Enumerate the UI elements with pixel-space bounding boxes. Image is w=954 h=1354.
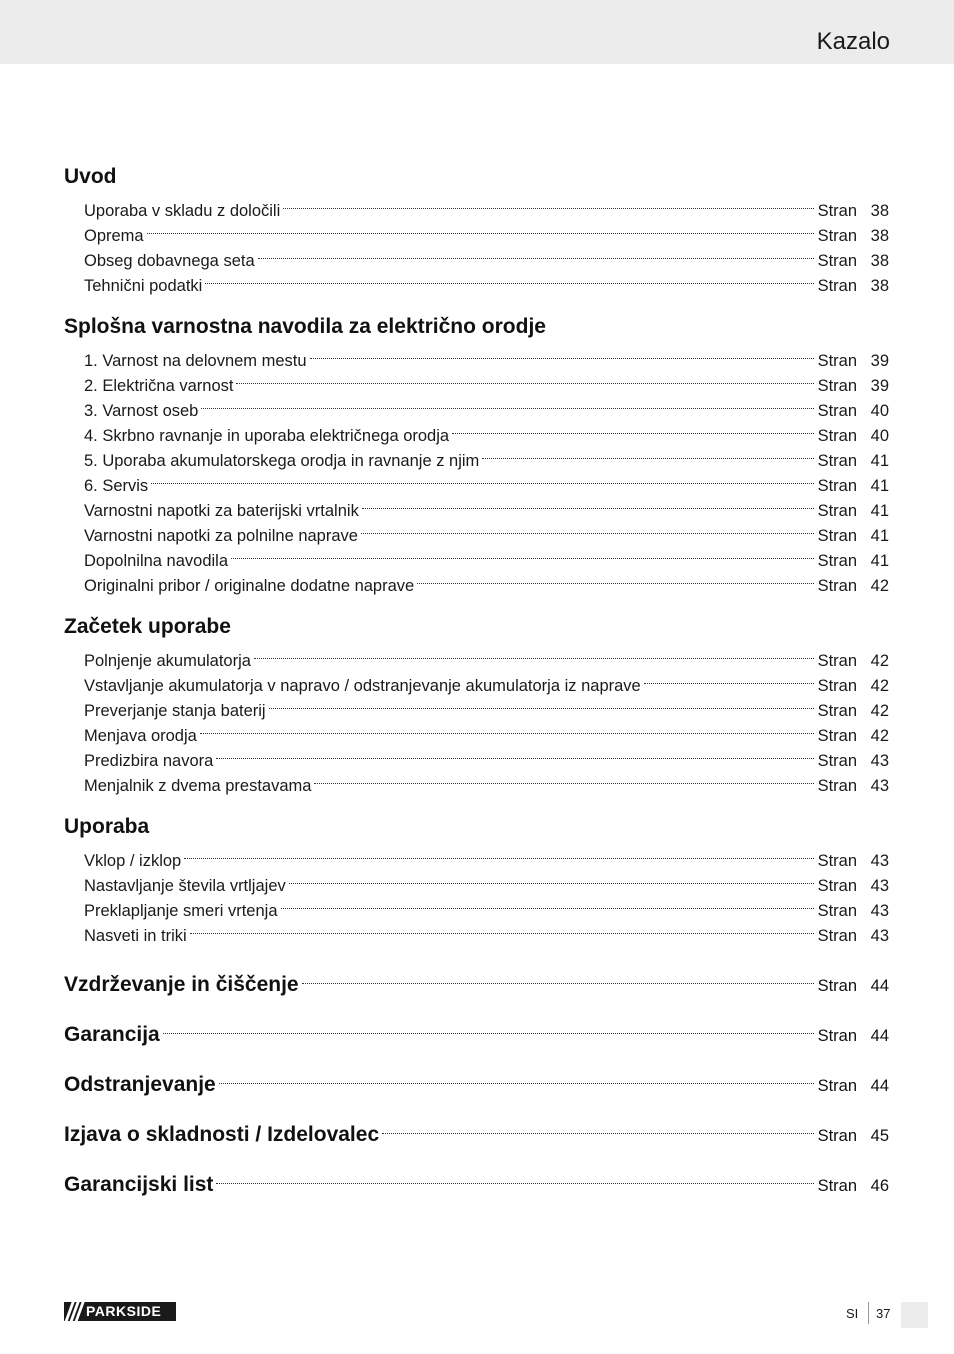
section-title: Začetek uporabe bbox=[64, 615, 231, 638]
toc-entry-label: Uporaba v skladu z določili bbox=[84, 202, 281, 220]
toc-main-entry-label: Vzdrževanje in čiščenje bbox=[64, 973, 299, 996]
toc-leader-dots bbox=[258, 241, 814, 266]
logo-text: PARKSIDE bbox=[86, 1303, 162, 1319]
toc-main-entry[interactable] bbox=[64, 963, 889, 996]
toc-page-prefix: Stran bbox=[817, 402, 857, 420]
toc-leader-dots bbox=[163, 1013, 814, 1041]
toc-section bbox=[64, 163, 889, 295]
toc-leader-dots bbox=[362, 491, 814, 516]
toc-leader-dots bbox=[201, 391, 813, 416]
toc-main-entry[interactable] bbox=[64, 1013, 889, 1046]
toc-leader-dots bbox=[283, 191, 813, 216]
toc-entry-label: Originalni pribor / originalne dodatne naprave bbox=[84, 577, 415, 595]
toc-entry[interactable] bbox=[64, 641, 889, 670]
toc-page-number: 39 bbox=[870, 352, 889, 370]
toc-page-prefix: Stran bbox=[817, 552, 857, 570]
toc-page-prefix: Stran bbox=[817, 427, 857, 445]
toc-page-number: 42 bbox=[870, 702, 889, 720]
toc-page-number: 43 bbox=[870, 777, 889, 795]
toc-page-prefix: Stran bbox=[817, 1177, 857, 1195]
toc-entry[interactable] bbox=[64, 841, 889, 870]
toc-leader-dots bbox=[644, 666, 814, 691]
toc-leader-dots bbox=[231, 541, 814, 566]
toc-leader-dots bbox=[361, 516, 814, 541]
section-gap bbox=[64, 1041, 889, 1063]
toc-page-number: 42 bbox=[870, 652, 889, 670]
toc-page-number: 39 bbox=[870, 377, 889, 395]
toc-entry-label: Predizbira navora bbox=[84, 752, 214, 770]
footer-divider bbox=[868, 1302, 869, 1324]
toc-page-number: 40 bbox=[870, 402, 889, 420]
section-title: Uvod bbox=[64, 165, 117, 188]
toc-page-prefix: Stran bbox=[817, 752, 857, 770]
footer-page-number: 37 bbox=[876, 1306, 891, 1321]
toc-entry-label: Tehnični podatki bbox=[84, 277, 203, 295]
toc-entry-label: Polnjenje akumulatorja bbox=[84, 652, 251, 670]
toc-entry[interactable] bbox=[64, 216, 889, 245]
toc-main-entry-label: Odstranjevanje bbox=[64, 1073, 216, 1096]
toc-page-number: 40 bbox=[870, 427, 889, 445]
toc-leader-dots bbox=[314, 766, 813, 791]
toc-page-number: 44 bbox=[870, 977, 889, 995]
toc-page-number: 44 bbox=[870, 1077, 889, 1095]
toc-entry-label: Nasveti in triki bbox=[84, 927, 187, 945]
logo-stripes-icon bbox=[64, 1302, 86, 1321]
toc-entry-label: Obseg dobavnega seta bbox=[84, 252, 255, 270]
toc-leader-dots bbox=[289, 866, 814, 891]
toc-leader-dots bbox=[482, 441, 813, 466]
toc-entry[interactable] bbox=[64, 491, 889, 520]
toc-page-prefix: Stran bbox=[817, 927, 857, 945]
toc-leader-dots bbox=[216, 741, 813, 766]
toc-entry[interactable] bbox=[64, 866, 889, 895]
toc-page-prefix: Stran bbox=[817, 1027, 857, 1045]
toc-entry-label: Varnostni napotki za polnilne naprave bbox=[84, 527, 358, 545]
toc-leader-dots bbox=[281, 891, 814, 916]
toc-page-prefix: Stran bbox=[817, 652, 857, 670]
toc-main-entry-label: Garancija bbox=[64, 1023, 160, 1046]
toc-page-prefix: Stran bbox=[817, 877, 857, 895]
toc-page-prefix: Stran bbox=[817, 1077, 857, 1095]
toc-entry-label: Vklop / izklop bbox=[84, 852, 182, 870]
toc-page-number: 43 bbox=[870, 852, 889, 870]
toc-section bbox=[64, 613, 889, 795]
toc-entry-label: 6. Servis bbox=[84, 477, 149, 495]
toc-entry-label: 2. Električna varnost bbox=[84, 377, 234, 395]
toc-page-prefix: Stran bbox=[817, 227, 857, 245]
toc-leader-dots bbox=[236, 366, 813, 391]
toc-page-number: 38 bbox=[870, 227, 889, 245]
toc-section bbox=[64, 813, 889, 945]
toc-page-number: 42 bbox=[870, 727, 889, 745]
toc-entry-label: Preverjanje stanja baterij bbox=[84, 702, 266, 720]
toc-page-number: 38 bbox=[870, 277, 889, 295]
toc-entry-label: Varnostni napotki za baterijski vrtalnik bbox=[84, 502, 359, 520]
toc-page-number: 42 bbox=[870, 577, 889, 595]
footer-language: SI bbox=[846, 1306, 859, 1321]
toc-page-prefix: Stran bbox=[817, 202, 857, 220]
toc-page-prefix: Stran bbox=[817, 977, 857, 995]
toc-entry-label: 1. Varnost na delovnem mestu bbox=[84, 352, 307, 370]
toc-page-prefix: Stran bbox=[817, 577, 857, 595]
toc-page-number: 43 bbox=[870, 877, 889, 895]
toc-page-number: 41 bbox=[870, 527, 889, 545]
toc-leader-dots bbox=[310, 341, 814, 366]
section-gap bbox=[64, 941, 889, 963]
toc-entry-label: Oprema bbox=[84, 227, 144, 245]
toc-page-number: 45 bbox=[870, 1127, 889, 1145]
toc-main-entry-label: Garancijski list bbox=[64, 1173, 214, 1196]
toc-main-entry[interactable] bbox=[64, 1163, 889, 1196]
toc-page-number: 38 bbox=[870, 252, 889, 270]
toc-page-number: 41 bbox=[870, 552, 889, 570]
toc-page-number: 41 bbox=[870, 452, 889, 470]
toc-entry[interactable] bbox=[64, 341, 889, 370]
toc-entry-label: Preklapljanje smeri vrtenja bbox=[84, 902, 278, 920]
toc-page-prefix: Stran bbox=[817, 277, 857, 295]
toc-page-prefix: Stran bbox=[817, 677, 857, 695]
toc-entry-label: 5. Uporaba akumulatorskega orodja in ravnanje z njim bbox=[84, 452, 480, 470]
toc-page-number: 38 bbox=[870, 202, 889, 220]
toc-entry-label: 4. Skrbno ravnanje in uporaba električnega orodja bbox=[84, 427, 450, 445]
toc-leader-dots bbox=[452, 416, 813, 441]
toc-page-prefix: Stran bbox=[817, 252, 857, 270]
toc-entry-label: Dopolnilna navodila bbox=[84, 552, 229, 570]
toc-page-number: 46 bbox=[870, 1177, 889, 1195]
toc-entry-label: 3. Varnost oseb bbox=[84, 402, 199, 420]
toc-leader-dots bbox=[269, 691, 814, 716]
toc-leader-dots bbox=[184, 841, 813, 866]
toc-page-prefix: Stran bbox=[817, 502, 857, 520]
toc-entry-label: Vstavljanje akumulatorja v napravo / odstranjevanje akumulatorja iz naprave bbox=[84, 677, 641, 695]
toc-leader-dots bbox=[254, 641, 814, 666]
section-title: Splošna varnostna navodila za električno orodje bbox=[64, 315, 546, 338]
section-title: Uporaba bbox=[64, 815, 150, 838]
toc-page-number: 41 bbox=[870, 477, 889, 495]
toc-leader-dots bbox=[147, 216, 814, 241]
toc-page-number: 43 bbox=[870, 902, 889, 920]
toc-page-prefix: Stran bbox=[817, 852, 857, 870]
page-title: Kazalo bbox=[816, 28, 890, 55]
toc-entry[interactable] bbox=[64, 466, 889, 495]
toc-main-entry-label: Izjava o skladnosti / Izdelovalec bbox=[64, 1123, 380, 1146]
toc-page-prefix: Stran bbox=[817, 902, 857, 920]
toc-leader-dots bbox=[200, 716, 814, 741]
toc-entry-label: Menjava orodja bbox=[84, 727, 197, 745]
header-band bbox=[0, 0, 954, 64]
toc-page-prefix: Stran bbox=[817, 352, 857, 370]
toc-page-prefix: Stran bbox=[817, 702, 857, 720]
toc-entry-label: Menjalnik z dvema prestavama bbox=[84, 777, 312, 795]
toc-leader-dots bbox=[216, 1163, 813, 1191]
toc-page-prefix: Stran bbox=[817, 452, 857, 470]
footer-tab-box bbox=[901, 1302, 928, 1328]
toc-leader-dots bbox=[190, 916, 814, 941]
toc-page-prefix: Stran bbox=[817, 727, 857, 745]
toc-leader-dots bbox=[302, 963, 814, 991]
toc-page-prefix: Stran bbox=[817, 527, 857, 545]
toc-page-number: 43 bbox=[870, 752, 889, 770]
toc-leader-dots bbox=[417, 566, 813, 591]
toc-main-entry[interactable] bbox=[64, 1063, 889, 1096]
toc-entry[interactable] bbox=[64, 191, 889, 220]
toc-page-number: 44 bbox=[870, 1027, 889, 1045]
toc-page-prefix: Stran bbox=[817, 377, 857, 395]
toc-page-prefix: Stran bbox=[817, 777, 857, 795]
toc-entry-label: Nastavljanje števila vrtljajev bbox=[84, 877, 286, 895]
toc-main-entry[interactable] bbox=[64, 1113, 889, 1146]
parkside-logo bbox=[64, 1302, 176, 1321]
toc-leader-dots bbox=[151, 466, 813, 491]
toc-leader-dots bbox=[382, 1113, 813, 1141]
toc-section bbox=[64, 313, 889, 595]
toc-leader-dots bbox=[205, 266, 813, 291]
toc-page-number: 41 bbox=[870, 502, 889, 520]
toc-page-number: 42 bbox=[870, 677, 889, 695]
toc-page-prefix: Stran bbox=[817, 477, 857, 495]
toc-page-number: 43 bbox=[870, 927, 889, 945]
toc-page-prefix: Stran bbox=[817, 1127, 857, 1145]
toc-leader-dots bbox=[219, 1063, 814, 1091]
table-of-contents bbox=[64, 163, 889, 1196]
toc-entry[interactable] bbox=[64, 241, 889, 270]
